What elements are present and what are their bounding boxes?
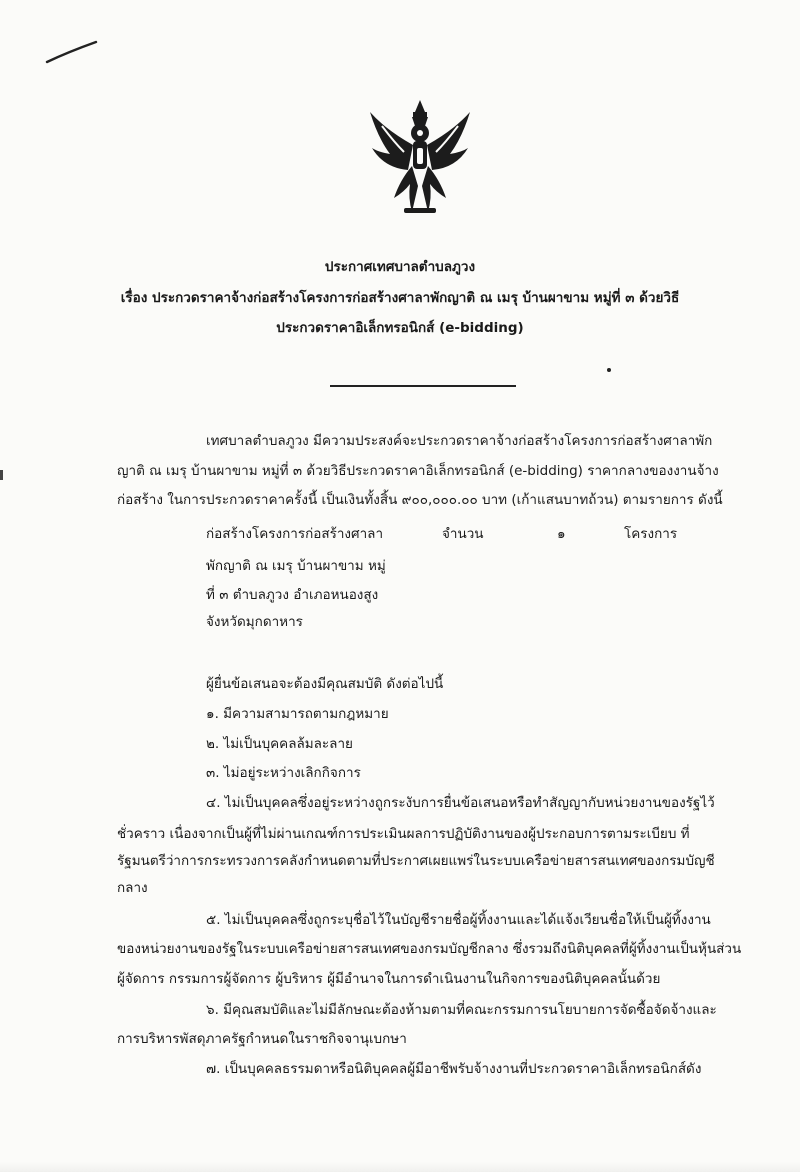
announcement-agency: ประกาศเทศบาลตำบลภูวง <box>324 259 476 275</box>
qualification-line: รัฐมนตรีว่าการกระทรวงการคลังกำหนดตามที่ประกาศเผยแพร่ในระบบเครือข่ายสารสนเทศของกรมบัญชี <box>117 853 715 869</box>
qualification-line: ชั่วคราว เนื่องจากเป็นผู้ที่ไม่ผ่านเกณฑ์การประเมินผลการปฏิบัติงานของผู้ประกอบการตามระเบียบ ที่ <box>117 826 690 842</box>
qualification-line: ของหน่วยงานของรัฐในระบบเครือข่ายสารสนเทศของกรมบัญชีกลาง ซึ่งรวมถึงนิติบุคคลที่ผู้ทิ้งงานเป็นหุ้นส่วน <box>117 941 742 957</box>
pen-stroke-mark <box>44 38 100 68</box>
item-description-line: จังหวัดมุกดาหาร <box>206 614 303 630</box>
stray-dot <box>607 368 611 372</box>
qualifications-heading: ผู้ยื่นข้อเสนอจะต้องมีคุณสมบัติ ดังต่อไปนี้ <box>206 676 444 692</box>
qualification-line: ผู้จัดการ กรรมการผู้จัดการ ผู้บริหาร ผู้มีอำนาจในการดำเนินงานในกิจการของนิติบุคคลนั้นด้วย <box>117 971 661 987</box>
scan-edge-mark <box>0 470 3 480</box>
intro-paragraph-line: เทศบาลตำบลภูวง มีความประสงค์จะประกวดราคาจ้างก่อสร้างโครงการก่อสร้างศาลาพัก <box>206 433 713 449</box>
qualification-line: ๔. ไม่เป็นบุคคลซึ่งอยู่ระหว่างถูกระงับการยื่นข้อเสนอหรือทำสัญญากับหน่วยงานของรัฐไว้ <box>206 795 715 811</box>
qualification-line: การบริหารพัสดุภาครัฐกำหนดในราชกิจจานุเบกษา <box>117 1031 407 1047</box>
qualification-line: ๒. ไม่เป็นบุคคลล้มละลาย <box>206 736 353 752</box>
item-quantity-label: จำนวน <box>442 526 484 542</box>
header-divider <box>330 385 516 387</box>
qualification-line: ๗. เป็นบุคคลธรรมดาหรือนิติบุคคลผู้มีอาชีพรับจ้างงานที่ประกวดราคาอิเล็กทรอนิกส์ดัง <box>206 1061 702 1077</box>
announcement-subject-continued: ประกวดราคาอิเล็กทรอนิกส์ (e-bidding) <box>276 320 524 336</box>
item-description-line: ที่ ๓ ตำบลภูวง อำเภอหนองสูง <box>206 587 379 603</box>
item-description-line: ก่อสร้างโครงการก่อสร้างศาลา <box>206 526 384 542</box>
announcement-subject: เรื่อง ประกวดราคาจ้างก่อสร้างโครงการก่อสร้างศาลาพักญาติ ณ เมรุ บ้านผาขาม หมู่ที่ ๓ ด้วยวิธี <box>120 290 680 306</box>
qualification-line: กลาง <box>117 880 148 896</box>
garuda-emblem-icon <box>368 100 472 218</box>
qualification-line: ๖. มีคุณสมบัติและไม่มีลักษณะต้องห้ามตามที่คณะกรรมการนโยบายการจัดซื้อจัดจ้างและ <box>206 1002 717 1018</box>
item-description-line: พักญาติ ณ เมรุ บ้านผาขาม หมู่ <box>206 558 386 574</box>
qualification-line: ๕. ไม่เป็นบุคคลซึ่งถูกระบุชื่อไว้ในบัญชีรายชื่อผู้ทิ้งงานและได้แจ้งเวียนชื่อให้เป็นผู้ทิ้งงาน <box>206 912 711 928</box>
qualification-line: ๓. ไม่อยู่ระหว่างเลิกกิจการ <box>206 765 361 781</box>
scan-bottom-edge <box>0 1162 800 1172</box>
item-unit: โครงการ <box>624 526 678 542</box>
intro-paragraph-line: ก่อสร้าง ในการประกวดราคาครั้งนี้ เป็นเงินทั้งสิ้น ๙๐๐,๐๐๐.๐๐ บาท (เก้าแสนบาทถ้วน) ตามรายการ ดังนี้ <box>117 492 723 508</box>
intro-paragraph-line: ญาติ ณ เมรุ บ้านผาขาม หมู่ที่ ๓ ด้วยวิธีประกวดราคาอิเล็กทรอนิกส์ (e-bidding) ราคากลางของงานจ้าง <box>117 463 719 479</box>
item-quantity: ๑ <box>557 526 566 542</box>
qualification-line: ๑. มีความสามารถตามกฎหมาย <box>206 706 389 722</box>
